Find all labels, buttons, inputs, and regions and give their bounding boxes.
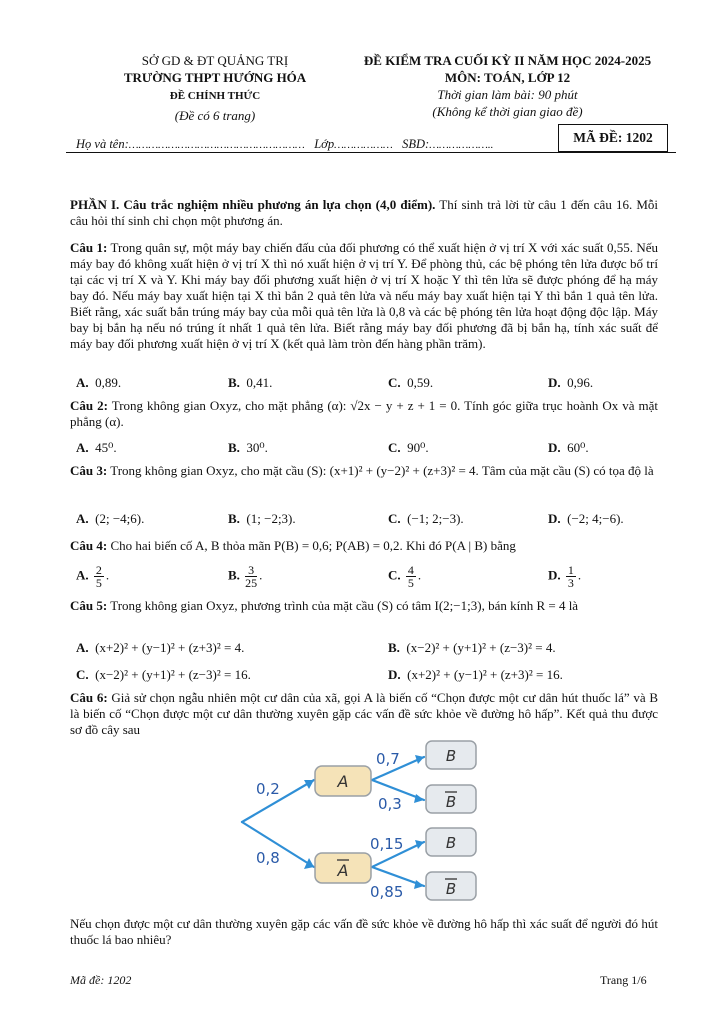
question-2-options: [76, 440, 666, 458]
node-A-label: A: [337, 772, 349, 791]
school-name: TRƯỜNG THPT HƯỚNG HÓA: [123, 70, 307, 85]
student-info-line: [76, 137, 493, 152]
question-3: [70, 463, 658, 479]
prob-B-given-notA: 0,15: [370, 835, 404, 853]
page-count: (Đề có 6 trang): [174, 108, 256, 123]
question-2-label: Câu 2:: [70, 398, 108, 413]
exam-title: ĐỀ KIỂM TRA CUỐI KỲ II NĂM HỌC 2024-2025: [363, 53, 652, 68]
q3-option-b[interactable]: B. (1; −2;3).: [228, 511, 296, 526]
class-field[interactable]: ………………: [334, 139, 393, 151]
question-4: [70, 538, 658, 554]
leaf-A-notB-label: B: [445, 793, 457, 811]
question-1: [70, 240, 658, 352]
dept-name: SỞ GD & ĐT QUẢNG TRỊ: [141, 53, 289, 68]
q5-option-b[interactable]: B. (x−2)² + (y+1)² + (z−3)² = 4.: [388, 640, 556, 655]
q2-option-a[interactable]: A. 45⁰.: [76, 440, 117, 455]
q4-option-a[interactable]: A. $\frac{2}{5}$ .: [76, 563, 110, 590]
q3-option-c[interactable]: C. (−1; 2;−3).: [388, 511, 464, 526]
question-1-label: Câu 1:: [70, 240, 108, 255]
q2-option-b[interactable]: B. 30⁰.: [228, 440, 268, 455]
prob-notA: 0,8: [256, 849, 280, 867]
q2-option-d[interactable]: D. 60⁰.: [548, 440, 589, 455]
class-label: Lớp: [314, 137, 335, 151]
exam-code-box: MÃ ĐỀ: 1202: [558, 124, 668, 152]
part1-desc: Thí sinh trả lời từ câu 1 đến câu 16. Mỗi câu hỏi thí sinh chỉ chọn một phương án.: [70, 197, 659, 228]
q5-option-a[interactable]: A. (x+2)² + (y−1)² + (z+3)² = 4.: [76, 640, 245, 655]
q1-option-c[interactable]: C. 0,59.: [388, 375, 434, 390]
name-label: Họ và tên:: [76, 137, 129, 151]
q1-option-a[interactable]: A. 0,89.: [76, 375, 122, 390]
q1-option-d[interactable]: D. 0,96.: [548, 375, 594, 390]
question-1-options: [76, 375, 666, 393]
q3-option-a[interactable]: A. (2; −4;6).: [76, 511, 145, 526]
question-3-text: Trong không gian Oxyz, cho mặt cầu (S): (x+1)² + (y−2)² + (z+3)² = 4. Tâm của mặt cầu (S) có tọa độ là: [107, 463, 654, 478]
exam-time-note: (Không kể thời gian giao đề): [432, 104, 583, 119]
prob-notB-given-A: 0,3: [378, 795, 402, 813]
prob-B-given-A: 0,7: [376, 750, 400, 768]
question-5-options-row1: [76, 640, 666, 658]
question-4-label: Câu 4:: [70, 538, 108, 553]
q4-option-c[interactable]: C. $\frac{4}{5}$ .: [388, 563, 422, 590]
exam-time: Thời gian làm bài: 90 phút: [437, 87, 578, 102]
probability-tree-diagram: [230, 736, 500, 908]
question-5-label: Câu 5:: [70, 598, 108, 613]
question-3-label: Câu 3:: [70, 463, 108, 478]
question-4-text: Cho hai biến cố A, B thỏa mãn P(B) = 0,6; P(AB) = 0,2. Khi đó P(A | B) bằng: [107, 538, 516, 553]
q2-option-c[interactable]: C. 90⁰.: [388, 440, 429, 455]
header-right: [335, 52, 680, 120]
question-6: [70, 690, 658, 738]
footer-exam-code: Mã đề: 1202: [70, 973, 132, 987]
q5-option-d[interactable]: D. (x+2)² + (y−1)² + (z+3)² = 16.: [388, 667, 563, 682]
sbd-label: SBD:: [402, 137, 430, 151]
leaf-A-B-label: B: [445, 747, 457, 765]
sbd-field[interactable]: ………………..: [429, 139, 494, 151]
question-5: [70, 598, 658, 614]
leaf-notA-B-label: B: [445, 834, 457, 852]
header-left: [70, 52, 360, 124]
question-2: [70, 398, 658, 430]
part1-title: PHẦN I. Câu trắc nghiệm nhiều phương án lựa chọn (4,0 điểm).: [70, 197, 436, 212]
q1-option-b[interactable]: B. 0,41.: [228, 375, 273, 390]
official-label: ĐỀ CHÍNH THỨC: [169, 90, 261, 102]
footer-page-number: Trang 1/6: [600, 973, 647, 987]
header-divider: [66, 152, 676, 153]
name-field[interactable]: ………………………………………………: [128, 139, 305, 151]
subject: MÔN: TOÁN, LỚP 12: [444, 70, 571, 85]
q4-option-d[interactable]: D. $\frac{1}{3}$ .: [548, 563, 582, 590]
prob-A: 0,2: [256, 780, 280, 798]
prob-notB-given-notA: 0,85: [370, 883, 404, 901]
question-1-text: Trong quân sự, một máy bay chiến đấu của đối phương có thể xuất hiện ở vị trí X với xác suất 0,55. Nếu máy bay đó không xuất hiện ở vị trí X thì nó xuất hiện ở vị trí Y. Để phòng thủ, các bệ phóng tên lửa được bố trí tại các vị trí X và Y. Khi máy bay đối phương xuất hiện ở vị trí X hoặc Y thì tên lửa sẽ được phóng để hạ máy bay đó. Nếu máy bay xuất hiện tại X thì bắn 2 quả tên lửa và nếu máy bay xuất hiện tại Y thì bắn 1 quả tên lửa. Biết rằng, xác suất bắn trúng máy bay của mỗi quả tên lửa là 0,8 và các bệ phóng tên lửa hoạt động độc lập. Máy bay bị bắn hạ nếu nó trúng ít nhất 1 quả tên lửa. Biết rằng máy bay đối phương đã bị bắn hạ, tính xác suất để máy bay đối phương xuất hiện ở vị trí X (kết quả làm tròn đến hàng phần trăm).: [70, 240, 659, 351]
question-6-prompt: Nếu chọn được một cư dân thường xuyên gặp các vấn đề sức khỏe về đường hô hấp thì xác suất để người đó hút thuốc lá bao nhiêu?: [70, 916, 658, 947]
leaf-notA-notB-label: B: [445, 880, 457, 898]
question-2-text: Trong không gian Oxyz, cho mặt phẳng (α): √2x − y + z + 1 = 0. Tính góc giữa trục hoành Ox và mặt phẳng (α).: [70, 398, 658, 429]
question-5-text: Trong không gian Oxyz, phương trình của mặt cầu (S) có tâm I(2;−1;3), bán kính R = 4 là: [107, 598, 579, 613]
q4-option-b[interactable]: B. $\frac{3}{25}$ .: [228, 563, 263, 590]
node-notA-label: A: [337, 861, 349, 880]
question-5-options-row2: [76, 667, 666, 685]
question-3-options: [76, 511, 666, 529]
q3-option-d[interactable]: D. (−2; 4;−6).: [548, 511, 624, 526]
question-6-label: Câu 6:: [70, 690, 108, 705]
question-4-options: [76, 560, 666, 590]
q5-option-c[interactable]: C. (x−2)² + (y+1)² + (z−3)² = 16.: [76, 667, 251, 682]
part1-intro: [70, 197, 658, 229]
question-6-text: Giả sử chọn ngẫu nhiên một cư dân của xã, gọi A là biến cố “Chọn được một cư dân hút thuốc lá” và B là biến cố “Chọn được một cư dân thường xuyên gặp các vấn đề sức khỏe về đường hô hấp”. Kết quả thu được sơ đồ cây sau: [70, 690, 658, 737]
